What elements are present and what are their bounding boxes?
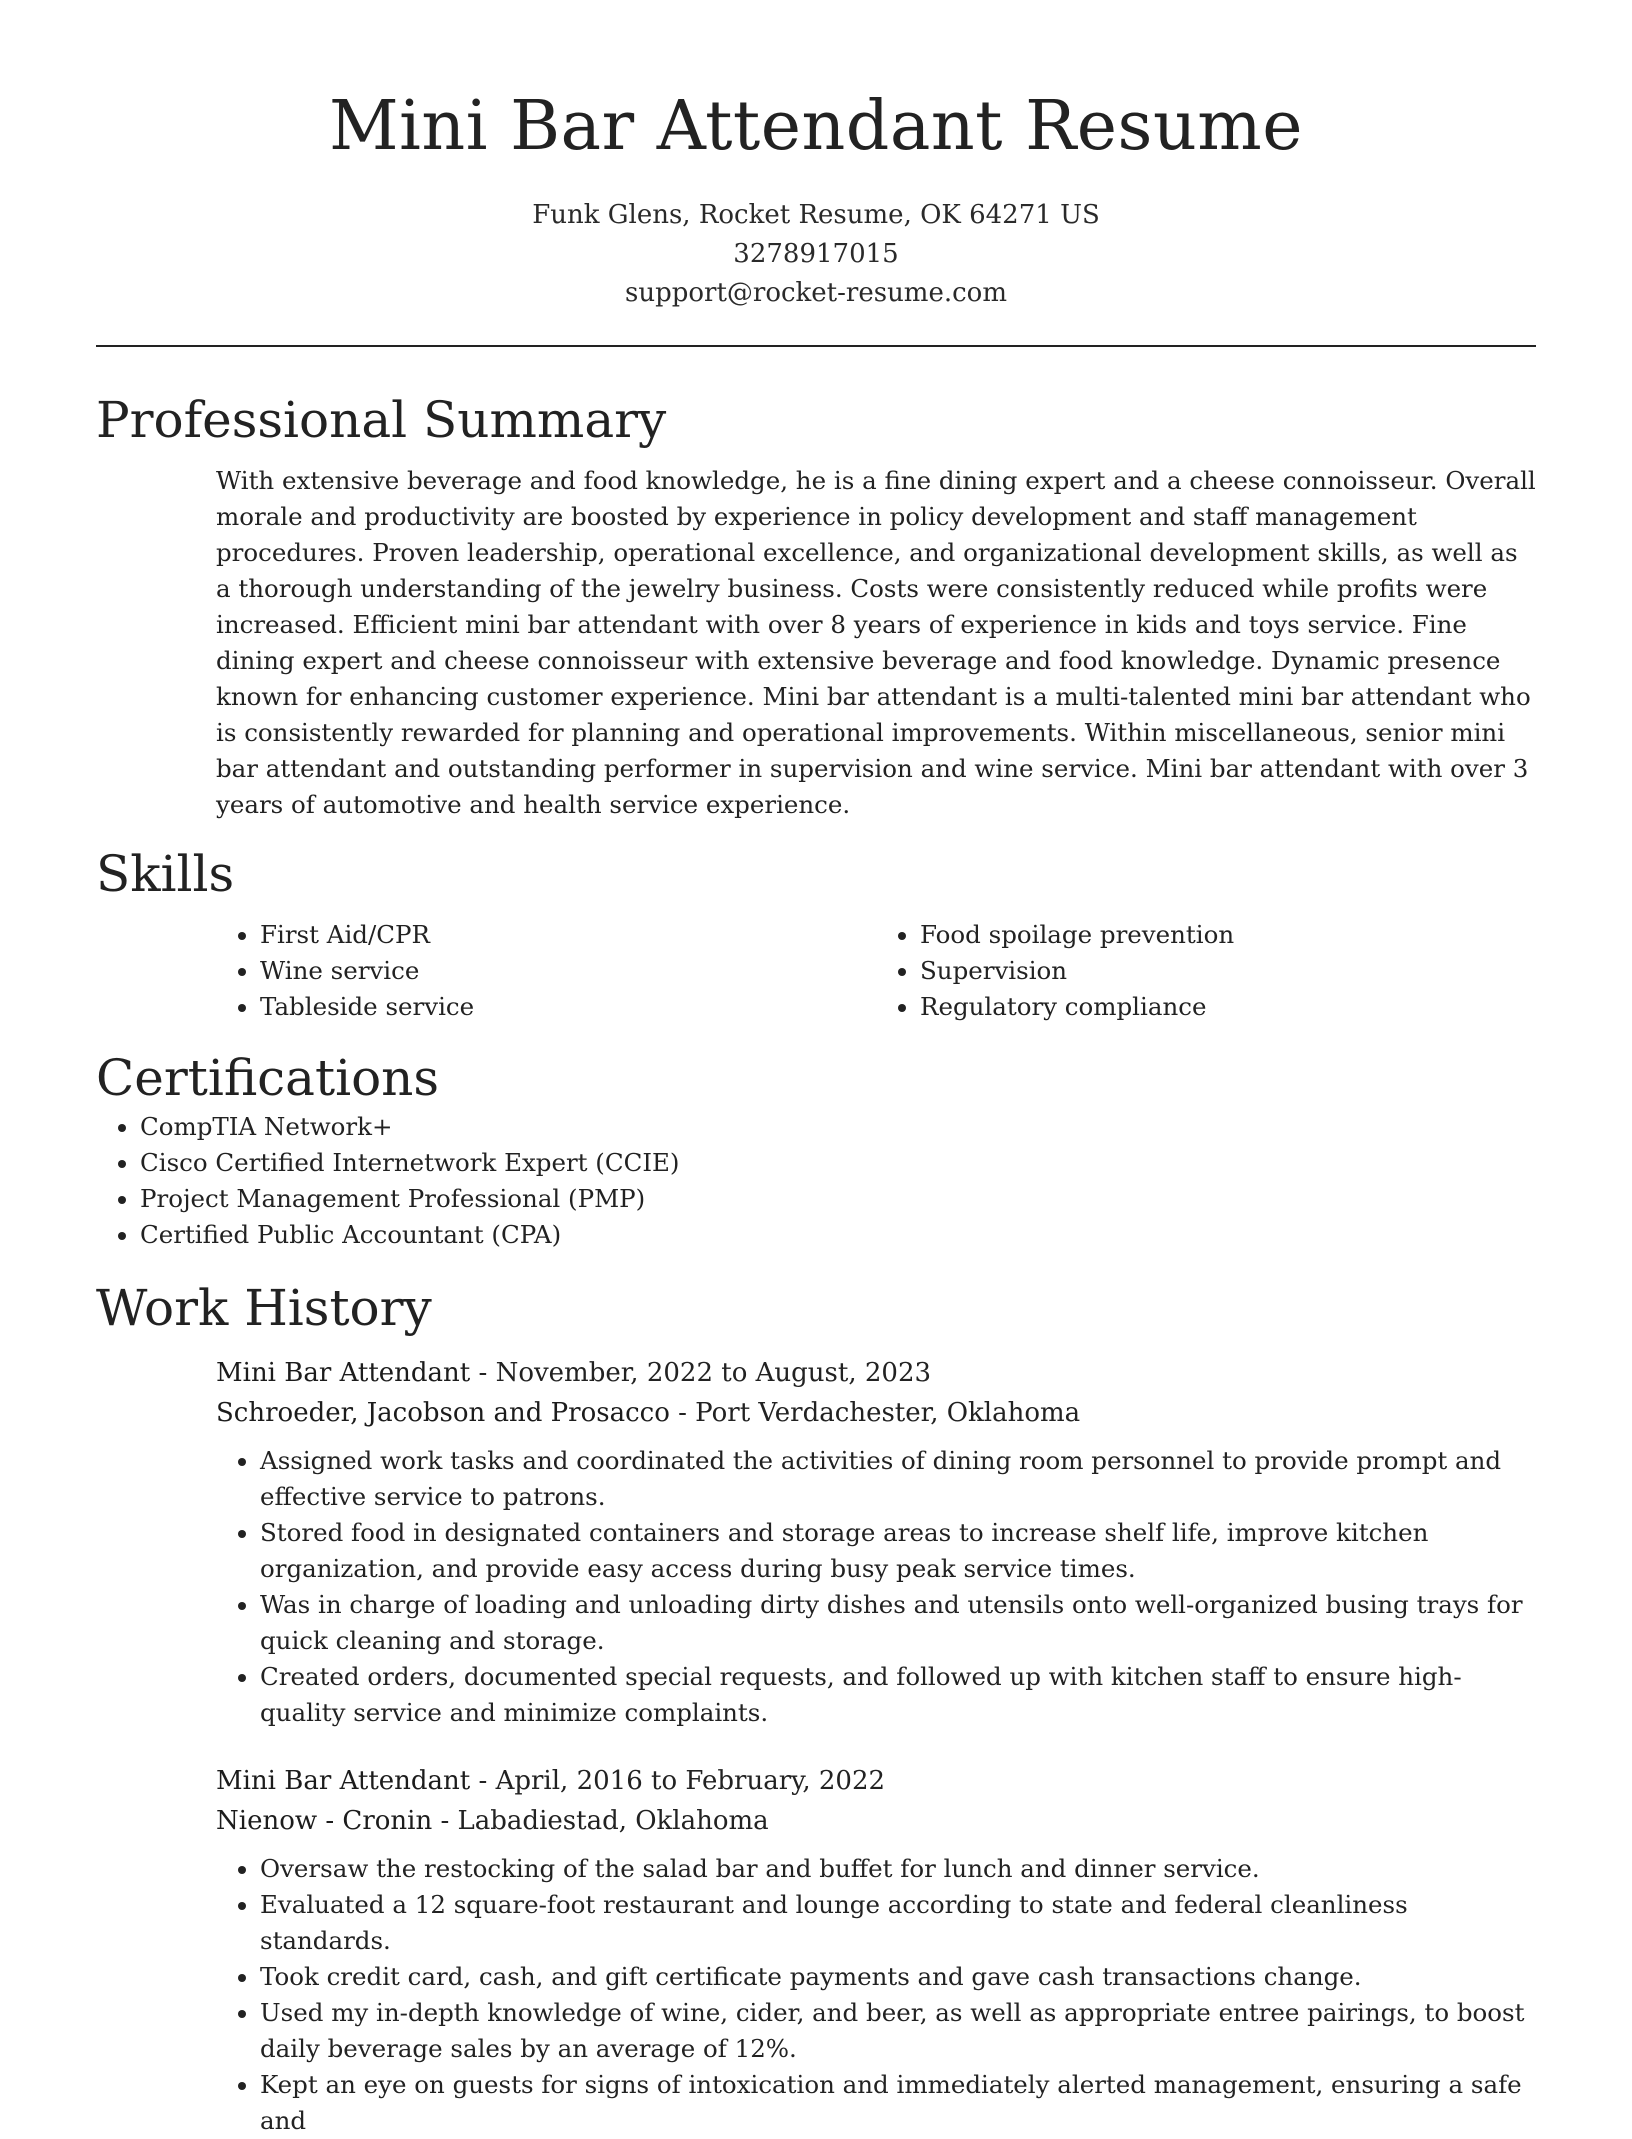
job-entry	[216, 1761, 1536, 2139]
skill-item: • Wine service	[260, 953, 876, 989]
email[interactable]: support@rocket-resume.com	[624, 278, 1007, 308]
job-company-line	[216, 1393, 1536, 1433]
job-location: - Port Verdachester, Oklahoma	[669, 1398, 1081, 1428]
job-duty: • Assigned work tasks and coordinated the activities of dining room personnel to provide prompt and effective service to patrons.	[260, 1443, 1536, 1515]
certification-item: • CompTIA Network+	[140, 1109, 1536, 1145]
job-location: - Labadiestad, Oklahoma	[432, 1806, 769, 1836]
job-duty: • Oversaw the restocking of the salad bar and buffet for lunch and dinner service.	[260, 1851, 1536, 1887]
skill-item: • Supervision	[920, 953, 1536, 989]
certification-item: • Cisco Certified Internetwork Expert (CCIE)	[140, 1145, 1536, 1181]
job-company: Schroeder, Jacobson and Prosacco	[216, 1398, 670, 1428]
summary-text: With extensive beverage and food knowledge, he is a fine dining expert and a cheese connoisseur. Overall morale and productivity are boosted by experience in policy development and staff management procedures. Proven leadership, operational excellence, and organizational development skills, as well as a thorough understanding of the jewelry business. Costs were consistently reduced while profits were increased. Efficient mini bar attendant with over 8 years of experience in kids and toys service. Fine dining expert and cheese connoisseur with extensive beverage and food knowledge. Dynamic presence known for enhancing customer experience. Mini bar attendant is a multi-talented mini bar attendant who is consistently rewarded for planning and operational improvements. Within miscellaneous, senior mini bar attendant and outstanding performer in supervision and wine service. Mini bar attendant with over 3 years of automotive and health service experience.	[216, 466, 1536, 819]
skills-list-right	[876, 917, 1536, 1025]
resume-header	[96, 0, 1536, 313]
job-title: Mini Bar Attendant	[216, 1358, 471, 1388]
job-company: Nienow - Cronin	[216, 1806, 433, 1836]
job-entry	[216, 1353, 1536, 1731]
job-duty: • Stored food in designated containers and storage areas to increase shelf life, improve kitchen organization, and provide easy access during busy peak service times.	[260, 1515, 1536, 1587]
address: Funk Glens, Rocket Resume, OK 64271 US	[532, 200, 1100, 230]
job-company-line	[216, 1801, 1536, 1841]
summary-section	[96, 389, 1536, 823]
skills-grid	[216, 917, 1536, 1025]
skills-heading: Skills	[96, 845, 235, 903]
job-duty: • Took credit card, cash, and gift certificate payments and gave cash transactions change.	[260, 1959, 1536, 1995]
certification-item: • Certified Public Accountant (CPA)	[140, 1217, 1536, 1253]
job-dates: - April, 2016 to February, 2022	[470, 1766, 886, 1796]
skill-item: • Food spoilage prevention	[920, 917, 1536, 953]
job-duty: • Kept an eye on guests for signs of intoxication and immediately alerted management, ensuring a safe and	[260, 2067, 1536, 2139]
job-duty: • Evaluated a 12 square-foot restaurant and lounge according to state and federal cleanliness standards.	[260, 1887, 1536, 1959]
summary-heading: Professional Summary	[96, 391, 667, 449]
phone: 3278917015	[733, 239, 899, 269]
skill-item: • Tableside service	[260, 989, 876, 1025]
job-title-line	[216, 1761, 1536, 1801]
job-title-line	[216, 1353, 1536, 1393]
job-duties-list	[216, 1443, 1536, 1731]
job-dates: - November, 2022 to August, 2023	[470, 1358, 932, 1388]
skill-item: • First Aid/CPR	[260, 917, 876, 953]
job-duty: • Created orders, documented special requests, and followed up with kitchen staff to ensure high-quality service and minimize complaints.	[260, 1659, 1536, 1731]
job-title: Mini Bar Attendant	[216, 1766, 471, 1796]
skills-section	[96, 843, 1536, 1025]
job-duty: • Was in charge of loading and unloading dirty dishes and utensils onto well-organized busing trays for quick cleaning and storage.	[260, 1587, 1536, 1659]
contact-info	[96, 196, 1536, 313]
certification-item: • Project Management Professional (PMP)	[140, 1181, 1536, 1217]
job-duty: • Used my in-depth knowledge of wine, cider, and beer, as well as appropriate entree pairings, to boost daily beverage sales by an average of 12%.	[260, 1995, 1536, 2067]
skills-list-left	[216, 917, 876, 1025]
skill-item: • Regulatory compliance	[920, 989, 1536, 1025]
header-divider	[96, 345, 1536, 347]
certifications-section	[96, 1047, 1536, 1253]
job-duties-list	[216, 1851, 1536, 2139]
work-history-section	[96, 1277, 1536, 2139]
work-history-heading: Work History	[96, 1279, 432, 1337]
certifications-heading: Certifications	[96, 1049, 440, 1107]
certifications-list	[96, 1109, 1536, 1253]
resume-page	[96, 0, 1536, 2139]
page-title: Mini Bar Attendant Resume	[329, 87, 1303, 166]
